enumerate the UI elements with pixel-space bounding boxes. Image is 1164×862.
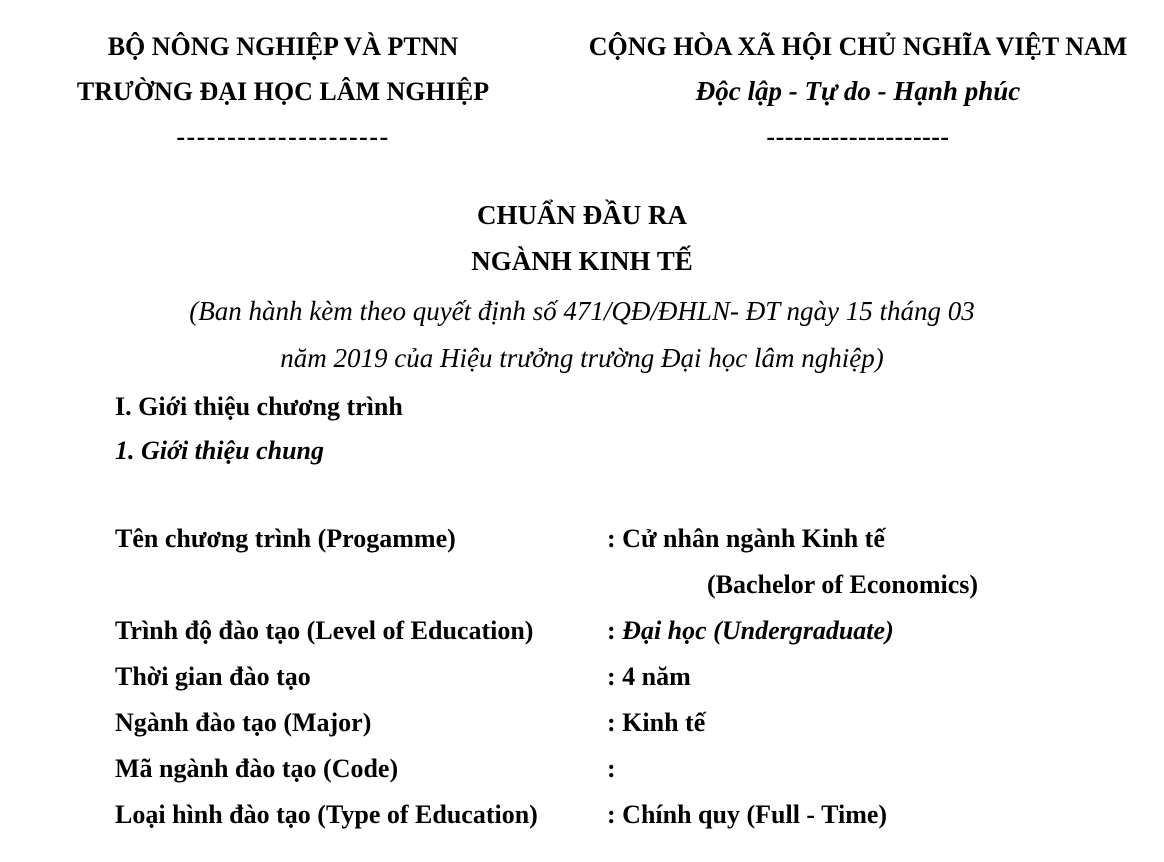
row-label: Mã ngành đào tạo (Code) — [115, 754, 399, 783]
national-title: CỘNG HÒA XÃ HỘI CHỦ NGHĨA VIỆT NAM — [588, 32, 1128, 61]
value-text: Cử nhân ngành Kinh tế — [622, 524, 885, 553]
row-value — [607, 792, 1125, 838]
row-label: Trình độ đào tạo (Level of Education) — [115, 616, 534, 645]
colon: : — [607, 616, 616, 645]
row-label: Ngành đào tạo (Major) — [115, 708, 372, 737]
section-heading-introduction: I. Giới thiệu chương trình — [115, 392, 403, 421]
colon: : — [607, 754, 616, 783]
value-text: 4 năm — [622, 662, 691, 691]
colon: : — [607, 800, 616, 829]
row-label: Tên chương trình (Progamme) — [115, 524, 456, 553]
programme-info-table — [115, 516, 1125, 838]
ministry-name: BỘ NÔNG NGHIỆP VÀ PTNN — [107, 32, 459, 61]
document-title-line2: NGÀNH KINH TẾ — [471, 246, 693, 276]
left-separator: --------------------- — [176, 122, 390, 151]
national-header-block — [558, 24, 1158, 159]
decree-citation-line1: (Ban hành kèm theo quyết định số 471/QĐ/ĐHLN- ĐT ngày 15 tháng 03 — [189, 296, 975, 326]
value-text: Kinh tế — [622, 708, 706, 737]
info-row-duration — [115, 654, 1125, 700]
right-separator: -------------------- — [766, 122, 950, 151]
colon: : — [607, 708, 616, 737]
row-label: Thời gian đào tạo — [115, 662, 311, 691]
row-label: Loại hình đào tạo (Type of Education) — [115, 800, 538, 829]
value-text: Đại học (Undergraduate) — [622, 616, 894, 645]
row-value — [607, 608, 1125, 654]
info-row-major — [115, 700, 1125, 746]
decree-citation — [0, 288, 1164, 382]
info-row-type — [115, 792, 1125, 838]
row-value — [607, 516, 1125, 608]
value-text-line2: (Bachelor of Economics) — [707, 570, 979, 599]
decree-citation-line2: năm 2019 của Hiệu trưởng trường Đại học lâm nghiệp) — [280, 343, 884, 373]
info-row-programme-name — [115, 516, 1125, 608]
row-value — [607, 746, 1125, 792]
info-row-level — [115, 608, 1125, 654]
colon: : — [607, 524, 616, 553]
colon: : — [607, 662, 616, 691]
university-name: TRƯỜNG ĐẠI HỌC LÂM NGHIỆP — [76, 77, 490, 106]
document-title — [0, 192, 1164, 284]
national-motto: Độc lập - Tự do - Hạnh phúc — [695, 76, 1021, 106]
row-value — [607, 654, 1125, 700]
row-value — [607, 700, 1125, 746]
issuing-org-block — [48, 24, 518, 159]
subsection-heading-general: 1. Giới thiệu chung — [115, 436, 325, 465]
value-text: Chính quy (Full - Time) — [622, 800, 888, 829]
info-row-code — [115, 746, 1125, 792]
document-title-line1: CHUẨN ĐẦU RA — [477, 200, 687, 230]
